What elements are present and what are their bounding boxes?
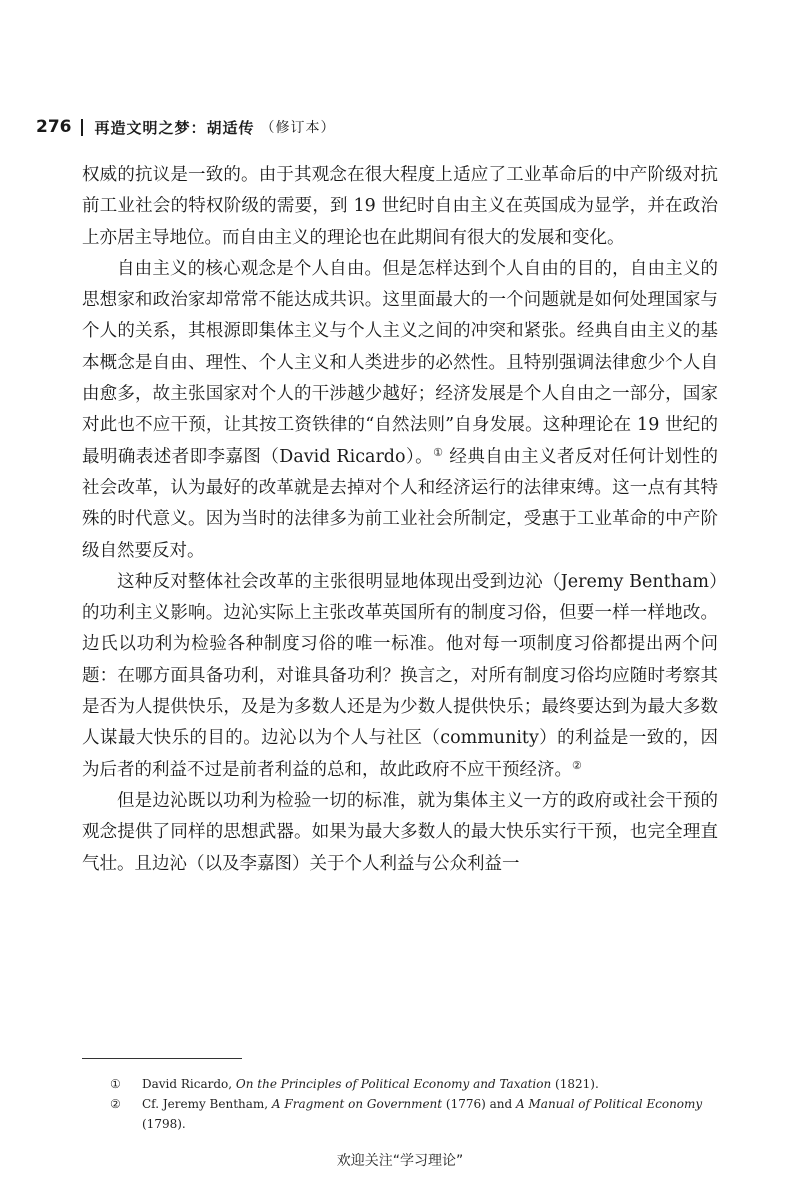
- footnote-work-title: On the Principles of Political Economy and Taxation: [235, 1077, 552, 1091]
- paragraph-text: 权威的抗议是一致的。由于其观念在很大程度上适应了工业革命后的中产阶级对抗前工业社会的特权阶级的需要，到 19 世纪时自由主义在英国成为显学，并在政治上亦居主导地位。而自由主义的理论也在此期间有很大的发展和变化。: [82, 165, 718, 248]
- footnote-date: (1798).: [142, 1117, 186, 1131]
- footnote-text: [142, 1074, 720, 1094]
- paragraph-text: 这种反对整体社会改革的主张很明显地体现出受到边沁（Jeremy Bentham）的功利主义影响。边沁实际上主张改革英国所有的制度习俗，但要一样一样地改。边氏以功利为检验各种制度习俗的唯一标准。他对每一项制度习俗都提出两个问题：在哪方面具备功利，对谁具备功利？换言之，对所有制度习俗均应随时考察其是否为人提供快乐，及是为多数人还是为少数人提供快乐；最终要达到为最大多数人谋最大快乐的目的。边沁以为个人与社区（community）的利益是一致的，因为后者的利益不过是前者利益的总和，故此政府不应干预经济。: [82, 571, 718, 780]
- footnote-work-title: A Fragment on Government: [271, 1097, 443, 1111]
- paragraph: [82, 567, 718, 786]
- body-text: [82, 160, 718, 880]
- watermark-text: 欢迎关注“学习理论”: [336, 1153, 464, 1169]
- paragraph: [82, 254, 718, 567]
- footnote-number: ②: [110, 1097, 121, 1111]
- footnote: [110, 1094, 720, 1134]
- book-subtitle: （修订本）: [260, 120, 336, 136]
- paragraph-text: 但是边沁既以功利为检验一切的标准，就为集体主义一方的政府或社会干预的观念提供了同样的思想武器。如果为最大多数人的最大快乐实行干预，也完全理直气壮。且边沁（以及李嘉图）关于个人利益与公众利益一: [82, 790, 718, 874]
- footnote-work-title: A Manual of Political Economy: [516, 1097, 703, 1111]
- book-title: 再造文明之梦：胡适传: [94, 118, 255, 137]
- footnote-date: (1821).: [551, 1077, 599, 1091]
- footnotes: [110, 1074, 720, 1134]
- paragraph-text: 自由主义的核心观念是个人自由。但是怎样达到个人自由的目的，自由主义的思想家和政治家却常常不能达成共识。这里面最大的一个问题就是如何处理国家与个人的关系，其根源即集体主义与个人主义之间的冲突和紧张。经典自由主义的基本概念是自由、理性、个人主义和人类进步的必然性。且特别强调法律愈少个人自由愈多，故主张国家对个人的干涉越少越好；经济发展是个人自由之一部分，国家对此也不应干预，让其按工资铁律的“自然法则”自身发展。这种理论在 19 世纪的最明确表述者即李嘉图（David Ricardo）。: [82, 258, 718, 467]
- footnote-author: David Ricardo,: [142, 1077, 236, 1091]
- paragraph-text: 经典自由主义者反对任何计划性的社会改革，认为最好的改革就是去掉对个人和经济运行的法律束缚。这一点有其特殊的时代意义。因为当时的法律多为前工业社会所制定，受惠于工业革命的中产阶级自然要反对。: [82, 446, 718, 561]
- footnote-author: Cf. Jeremy Bentham,: [142, 1097, 272, 1111]
- footnote-ref[interactable]: ②: [572, 758, 582, 772]
- header-divider: [81, 119, 83, 136]
- running-header: [36, 117, 336, 137]
- footnote: [110, 1074, 720, 1094]
- footnote-date: (1776) and: [442, 1097, 517, 1111]
- footnote-number: ①: [110, 1077, 121, 1091]
- footnote-text: [142, 1094, 720, 1134]
- footnote-ref[interactable]: ①: [433, 445, 444, 459]
- paragraph: [82, 786, 718, 880]
- paragraph: [82, 160, 718, 254]
- page-number: 276: [36, 117, 72, 137]
- footnote-divider: [82, 1058, 242, 1059]
